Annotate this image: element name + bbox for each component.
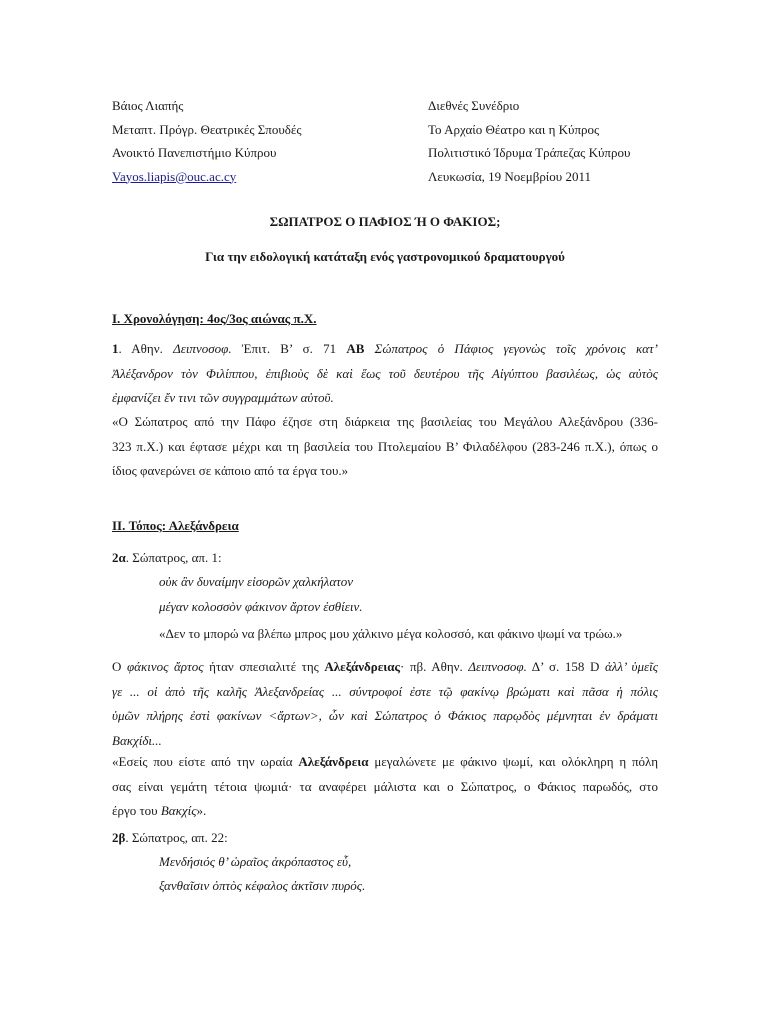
conference-place-date: Λευκωσία, 19 Νοεμβρίου 2011 [428,168,592,184]
text-run: Αλεξάνδρειας [324,659,401,674]
conference-event: Διεθνές Συνέδριο [428,98,520,113]
item-number: 1 [112,341,119,356]
verse-line: μέγαν κολοσσὸν φάκινον ἄρτον ἐσθίειν. [159,599,363,614]
greek-text-line: Ἀλέξανδρον τὸν Φιλίππου, ἐπιβιοὺς δὲ καὶ ἕως τοῦ δευτέρου τῆς Αἰγύπτου βασιλέως, ὡς αὐτὸς [112,365,658,381]
text-run: ἀλλ’ ὑμεῖς [604,659,659,674]
greek-text: Σώπατρος ὁ Πάφιος γεγονὼς τοῖς χρόνοις κατ’ [364,341,658,356]
translation-line: ίδιος φανερώνει σε κάποιο από τα έργα του.» [112,463,349,478]
translation-line: σας είναι γεμάτη τέτοια ψωμιά· τα αναφέρει μάλιστα και ο Σώπατρος, ο Φάκιος παρωδός, στο [112,778,658,794]
commentary-line: Βακχίδι... [112,732,162,748]
commentary-line [112,655,658,680]
translation-2 [112,750,658,824]
source-ref-letters: AB [346,341,365,356]
fragment-label: . Σώπατρος, απ. 1: [125,550,222,565]
greek-text-line: ἐμφανίζει ἔν τινι τῶν συγγραμμάτων αὐτοῦ. [112,390,334,405]
conference-block [428,94,728,188]
translation-line: 323 π.Χ.) και έφτασε μέχρι και τη βασιλεία του Πτολεμαίου Β’ Φιλαδέλφου (283-246 π.Χ.), όπως ο [112,438,658,454]
document-title: ΣΩΠΑΤΡΟΣ Ο ΠΑΦΙΟΣ Ή Ο ΦΑΚΙΟΣ; [269,214,501,229]
section-heading-dating: I. Χρονολόγηση: 4ος/3ος αιώνας π.Χ. [112,311,317,326]
text-run: Δ’ σ. 158 D [526,659,605,674]
section-heading-place: II. Τόπος: Αλεξάνδρεια [112,518,239,533]
translation-line: «Ο Σώπατρος από την Πάφο έζησε στη διάρκεια της βασιλείας του Μεγάλου Αλεξάνδρου (336- [112,414,658,429]
author-program: Μεταπτ. Πρόγρ. Θεατρικές Σπουδές [112,121,302,137]
author-email-link[interactable]: Vayos.liapis@ouc.ac.cy [112,168,237,184]
author-block [112,94,412,188]
item-2a-label [112,546,222,570]
translation-1 [112,410,658,484]
commentary-line: γε ... οἱ ἀπὸ τῆς καλῆς Ἀλεξανδρείας ... σύντροφοί ἐστε τῷ φακίνῳ βρώματι καὶ πᾶσα ἡ πόλις [112,683,658,699]
text-run: · πβ. Αθην. [400,659,469,674]
text-run: φάκινος ἄρτος [126,659,204,674]
fragment-label: . Σώπατρος, απ. 22: [125,830,228,845]
verse-line: Μενδήσιός θ’ ὡραῖος ἀκρόπαστος εὖ, [159,854,352,869]
item-2b-label [112,826,228,850]
commentary-line: ὑμῶν πλήρης ἐστὶ φακίνων <ἄρτων>, ὧν καὶ Σώπατρος ὁ Φάκιος παρῳδὸς μέμνηται ἐν δράματι [112,708,658,723]
verse-line: ξανθαῖσιν ὀπτὸς κέφαλος ἀκτῖσιν πυρός. [159,878,366,893]
text-run: Βακχίς [160,803,197,818]
item-number: 2β [112,830,126,845]
text-run: ήταν σπεσιαλιτέ της [203,659,325,674]
text-run: Ο [112,659,127,674]
translation-line [112,750,658,775]
text-run: Δειπνοσοφ. [468,659,527,674]
text-run: ». [196,803,207,818]
source-author: . Αθην. [118,341,174,356]
text-run: «Εσείς που είστε από την ωραία [112,754,299,769]
text-run: Αλεξάνδρεια [298,754,369,769]
source-quote-1 [112,337,658,411]
source-ref: Ἐπιτ. Β’ σ. 71 [231,341,347,356]
text-run: μεγαλώνετε με φάκινο ψωμί, και ολόκληρη η πόλη [368,754,658,769]
verse-line: οὐκ ἂν δυναίμην εἰσορῶν χαλκήλατον [159,574,354,589]
conference-topic: Το Αρχαίο Θέατρο και η Κύπρος [428,121,600,137]
document-subtitle: Για την ειδολογική κατάταξη ενός γαστρονομικού δραματουργού [205,249,565,264]
item-number: 2α [112,550,126,565]
author-name: Βάιος Λιαπής [112,98,184,113]
verse-translation: «Δεν το μπορώ να βλέπω μπρος μου χάλκινο μέγα κολοσσό, και φάκινο ψωμί να τρώω.» [159,626,623,641]
commentary-paragraph [112,655,658,753]
source-quote-line [112,337,658,362]
source-work: Δειπνοσοφ. [173,341,232,356]
translation-line [112,799,658,824]
text-run: έργο του [112,803,161,818]
author-university: Ανοικτό Πανεπιστήμιο Κύπρου [112,145,277,160]
conference-host: Πολιτιστικό Ίδρυμα Τράπεζας Κύπρου [428,145,631,160]
